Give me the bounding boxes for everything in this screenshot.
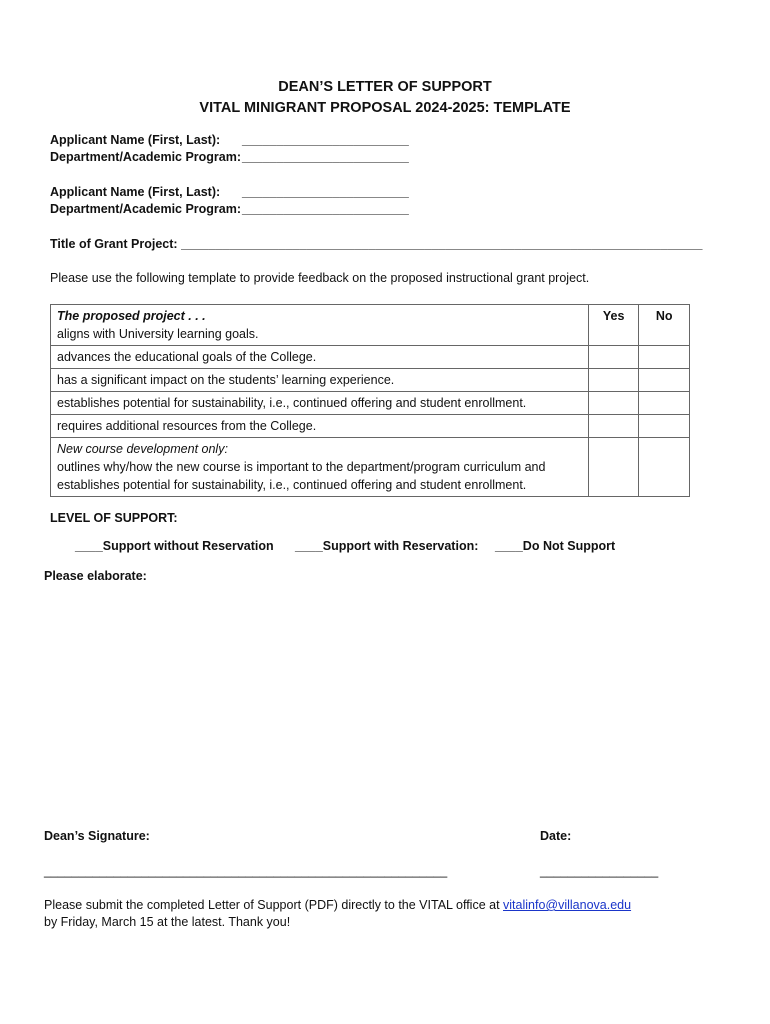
table-heading: The proposed project . . . [57,309,206,323]
email-link[interactable]: vitalinfo@villanova.edu [503,898,632,912]
criteria-text: advances the educational goals of the College. [51,346,589,369]
applicant-name-label: Applicant Name (First, Last): [50,185,221,199]
no-cell[interactable] [639,346,690,369]
table-row [51,305,690,346]
yes-cell[interactable] [588,415,639,438]
table-row [51,415,690,438]
table-row [51,438,690,497]
no-cell[interactable] [639,438,690,497]
applicant-1-dept-row [50,150,409,164]
grant-project-blank[interactable]: ___________________________________________________________________________ [181,237,703,251]
date-label: Date: [540,829,572,843]
table-row [51,392,690,415]
table-row [51,369,690,392]
department-blank[interactable]: ________________________ [242,202,409,216]
date-blank[interactable]: _________________ [540,864,659,878]
deadline-text: by Friday, March 15 at the latest. Thank you! [44,915,291,929]
signature-blank[interactable]: __________________________________________________________ [44,864,448,878]
no-cell[interactable] [639,415,690,438]
instructions-text: Please use the following template to provide feedback on the proposed instructional grant project. [50,271,590,285]
no-cell[interactable] [639,369,690,392]
yes-cell[interactable] [588,438,639,497]
level-of-support-heading: LEVEL OF SUPPORT: [50,511,178,525]
no-column-header: No [639,305,690,346]
document-subtitle: VITAL MINIGRANT PROPOSAL 2024-2025: TEMPLATE [199,100,571,116]
signature-label: Dean’s Signature: [44,829,150,843]
table-row [51,346,690,369]
document-title: DEAN’S LETTER OF SUPPORT [278,79,492,95]
criteria-text: establishes potential for sustainability, i.e., continued offering and student enrollment. [51,392,589,415]
grant-project-row [50,237,702,251]
yes-cell[interactable] [588,346,639,369]
criteria-text: establishes potential for sustainability, i.e., continued offering and student enrollment. [57,478,527,492]
criteria-cell [51,305,589,346]
applicant-name-blank[interactable]: ________________________ [242,133,409,147]
department-label: Department/Academic Program: [50,202,242,216]
criteria-text: outlines why/how the new course is important to the department/program curriculum and [57,460,546,474]
support-option-do-not-support[interactable]: ____Do Not Support [495,539,616,553]
applicant-name-label: Applicant Name (First, Last): [50,133,221,147]
support-option-without-reservation[interactable]: ____Support without Reservation [75,539,274,553]
support-option-with-reservation[interactable]: ____Support with Reservation: [295,539,479,553]
submission-text: Please submit the completed Letter of Support (PDF) directly to the VITAL office at [44,898,504,912]
applicant-2-name-row [50,185,409,199]
applicant-2-dept-row [50,202,409,216]
criteria-text: aligns with University learning goals. [57,327,259,341]
applicant-name-blank[interactable]: ________________________ [242,185,409,199]
criteria-text: has a significant impact on the students’ learning experience. [51,369,589,392]
department-label: Department/Academic Program: [50,150,242,164]
new-course-label: New course development only: [57,442,228,456]
criteria-table [50,304,690,497]
applicant-1-name-row [50,133,409,147]
yes-column-header: Yes [588,305,639,346]
criteria-text: requires additional resources from the College. [51,415,589,438]
grant-project-label: Title of Grant Project: [50,237,178,251]
criteria-cell [51,438,589,497]
no-cell[interactable] [639,392,690,415]
yes-cell[interactable] [588,369,639,392]
department-blank[interactable]: ________________________ [242,150,409,164]
elaborate-label: Please elaborate: [44,569,147,583]
yes-cell[interactable] [588,392,639,415]
submission-instructions [44,898,631,912]
